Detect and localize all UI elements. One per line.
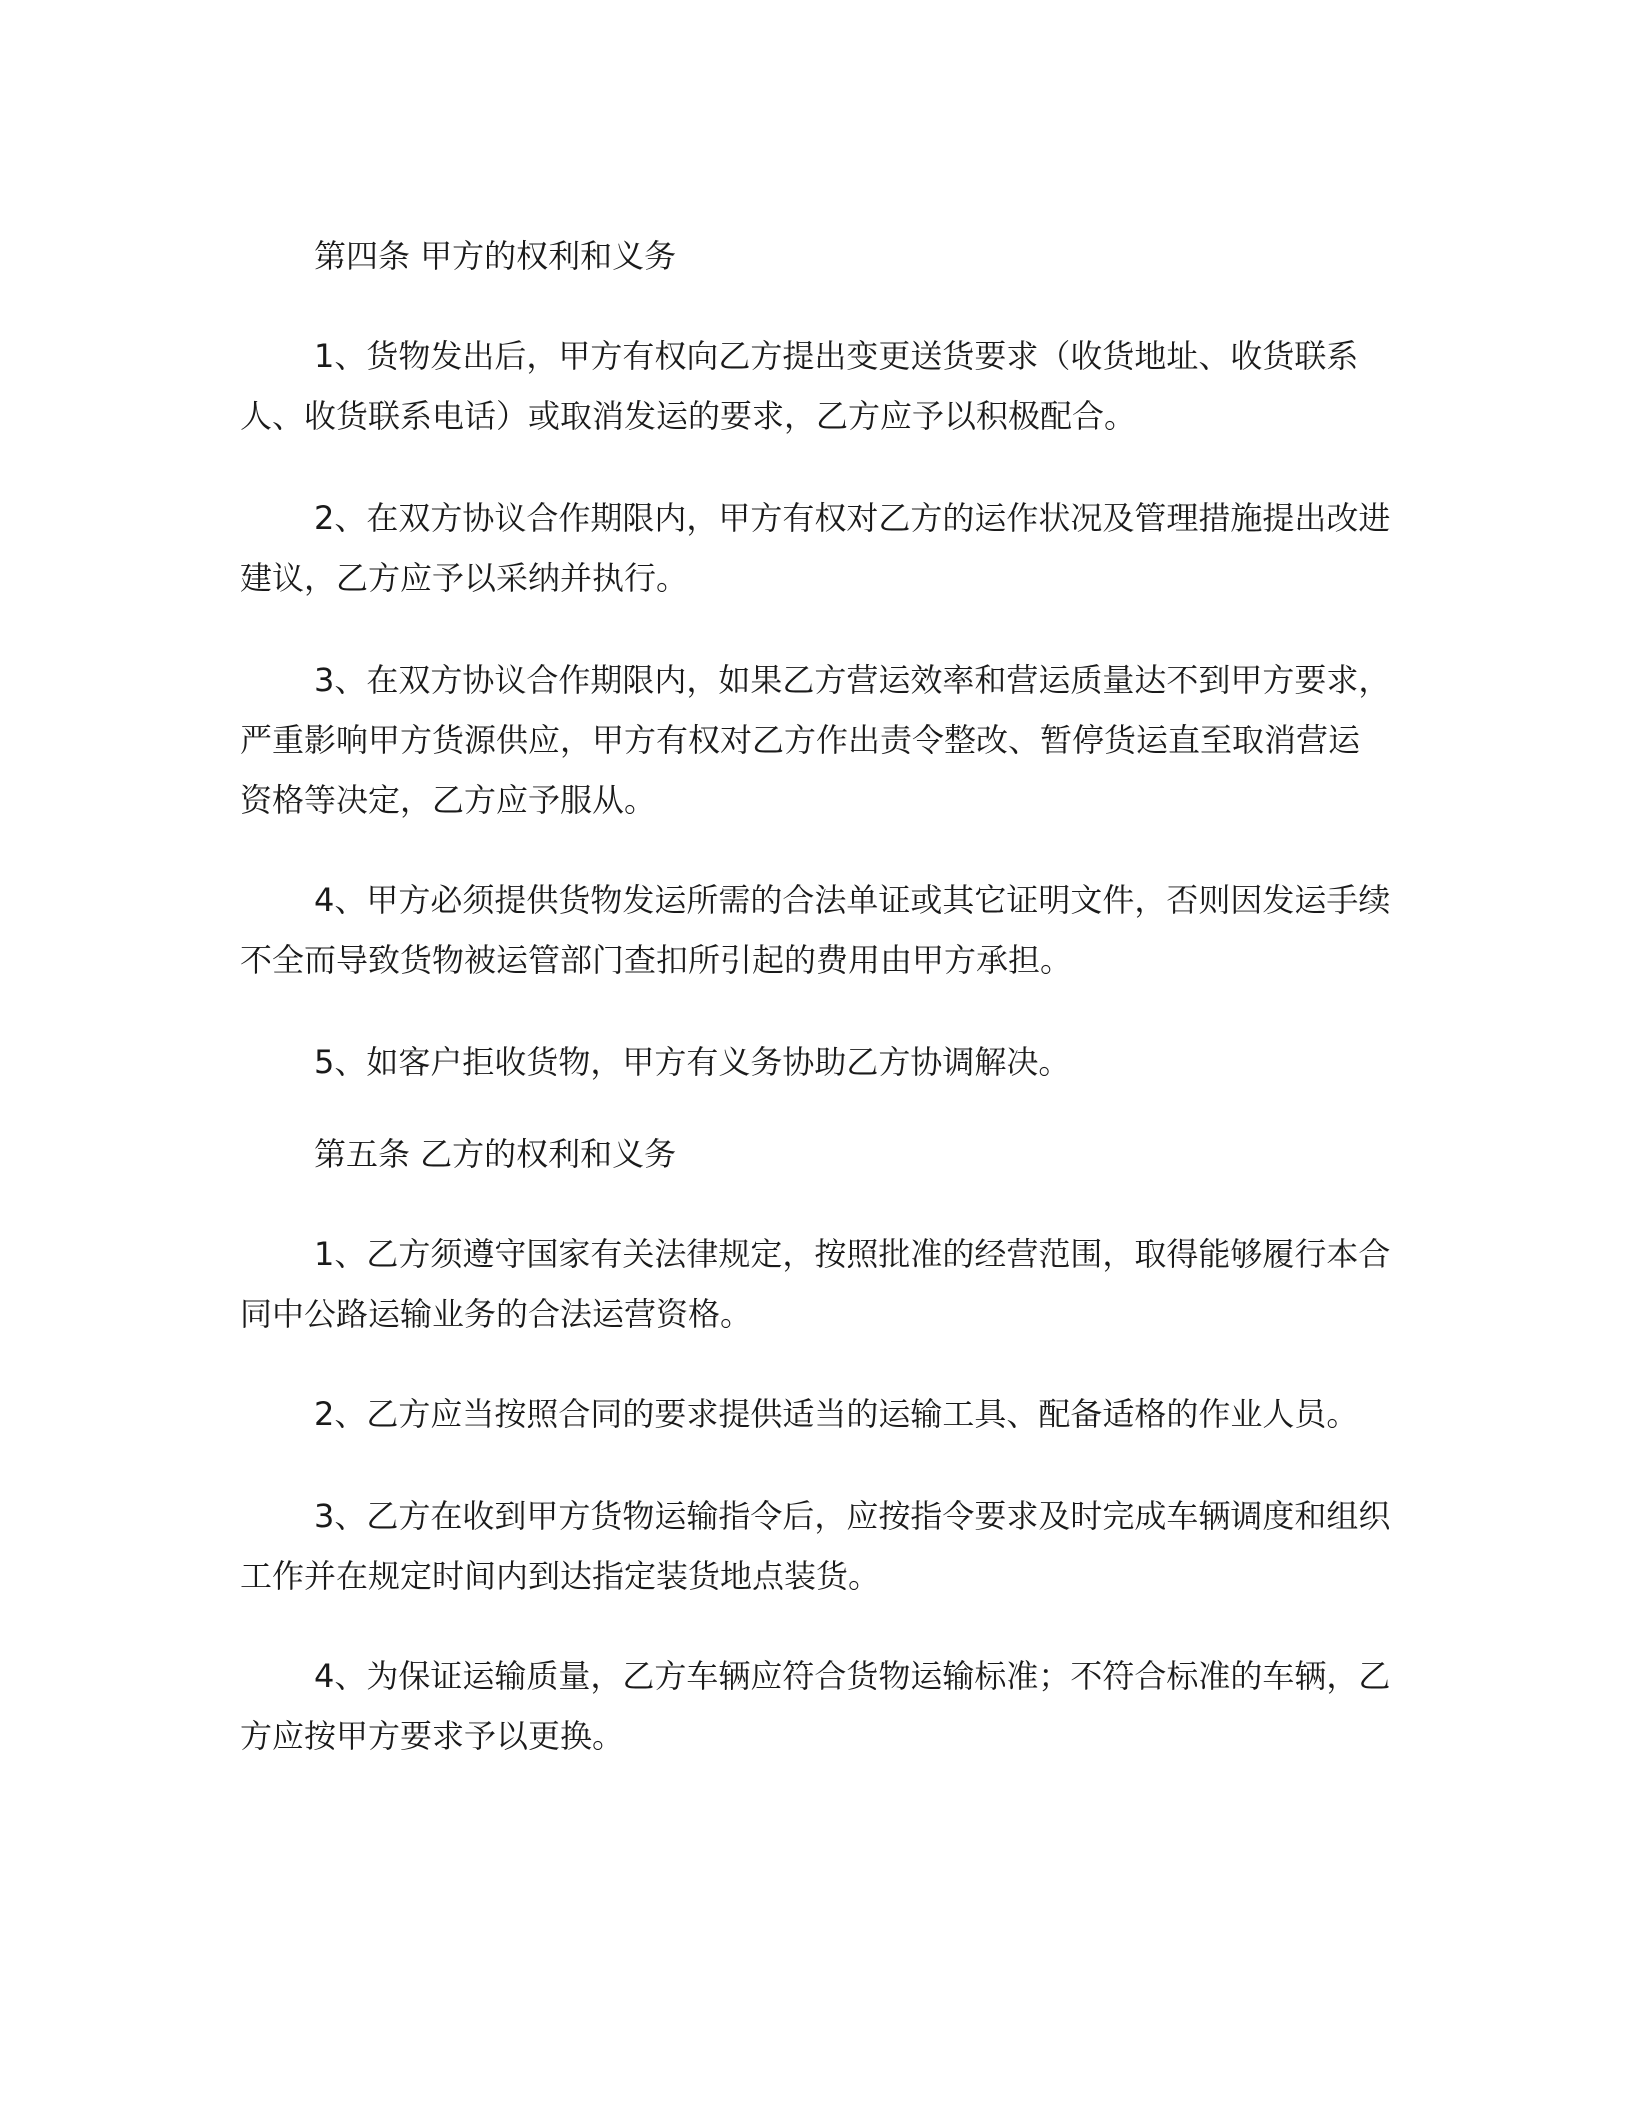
- article-4-item-4-line-2: 不全而导致货物被运管部门查扣所引起的费用由甲方承担。: [240, 941, 1073, 979]
- article-4-item-3-line-2: 严重影响甲方货源供应，甲方有权对乙方作出责令整改、暂停货运直至取消营运: [240, 721, 1361, 759]
- article-5-item-3-line-2: 工作并在规定时间内到达指定装货地点装货。: [240, 1557, 881, 1595]
- article-4-title: 第四条 甲方的权利和义务: [314, 237, 677, 275]
- article-4-item-3-line-1: 3、在双方协议合作期限内，如果乙方营运效率和营运质量达不到甲方要求，: [314, 661, 1391, 699]
- article-4-item-2-line-1: 2、在双方协议合作期限内，甲方有权对乙方的运作状况及管理措施提出改进: [314, 499, 1391, 537]
- article-4-item-3-line-3: 资格等决定，乙方应予服从。: [240, 781, 657, 819]
- article-4-item-1-line-2: 人、收货联系电话）或取消发运的要求，乙方应予以积极配合。: [240, 397, 1137, 435]
- article-4-item-1-line-1: 1、货物发出后，甲方有权向乙方提出变更送货要求（收货地址、收货联系: [314, 337, 1359, 375]
- article-5-item-2-line-1: 2、乙方应当按照合同的要求提供适当的运输工具、配备适格的作业人员。: [314, 1395, 1359, 1433]
- article-4-item-2-line-2: 建议，乙方应予以采纳并执行。: [240, 559, 689, 597]
- article-4-item-4-line-1: 4、甲方必须提供货物发运所需的合法单证或其它证明文件，否则因发运手续: [314, 881, 1391, 919]
- article-5-item-4-line-1: 4、为保证运输质量，乙方车辆应符合货物运输标准；不符合标准的车辆，乙: [314, 1657, 1391, 1695]
- article-4-item-5-line-1: 5、如客户拒收货物，甲方有义务协助乙方协调解决。: [314, 1043, 1071, 1081]
- article-5-item-3-line-1: 3、乙方在收到甲方货物运输指令后，应按指令要求及时完成车辆调度和组织: [314, 1497, 1391, 1535]
- article-5-item-1-line-2: 同中公路运输业务的合法运营资格。: [240, 1295, 753, 1333]
- article-5-item-1-line-1: 1、乙方须遵守国家有关法律规定，按照批准的经营范围，取得能够履行本合: [314, 1235, 1391, 1273]
- article-5-item-4-line-2: 方应按甲方要求予以更换。: [240, 1717, 625, 1755]
- article-5-title: 第五条 乙方的权利和义务: [314, 1135, 677, 1173]
